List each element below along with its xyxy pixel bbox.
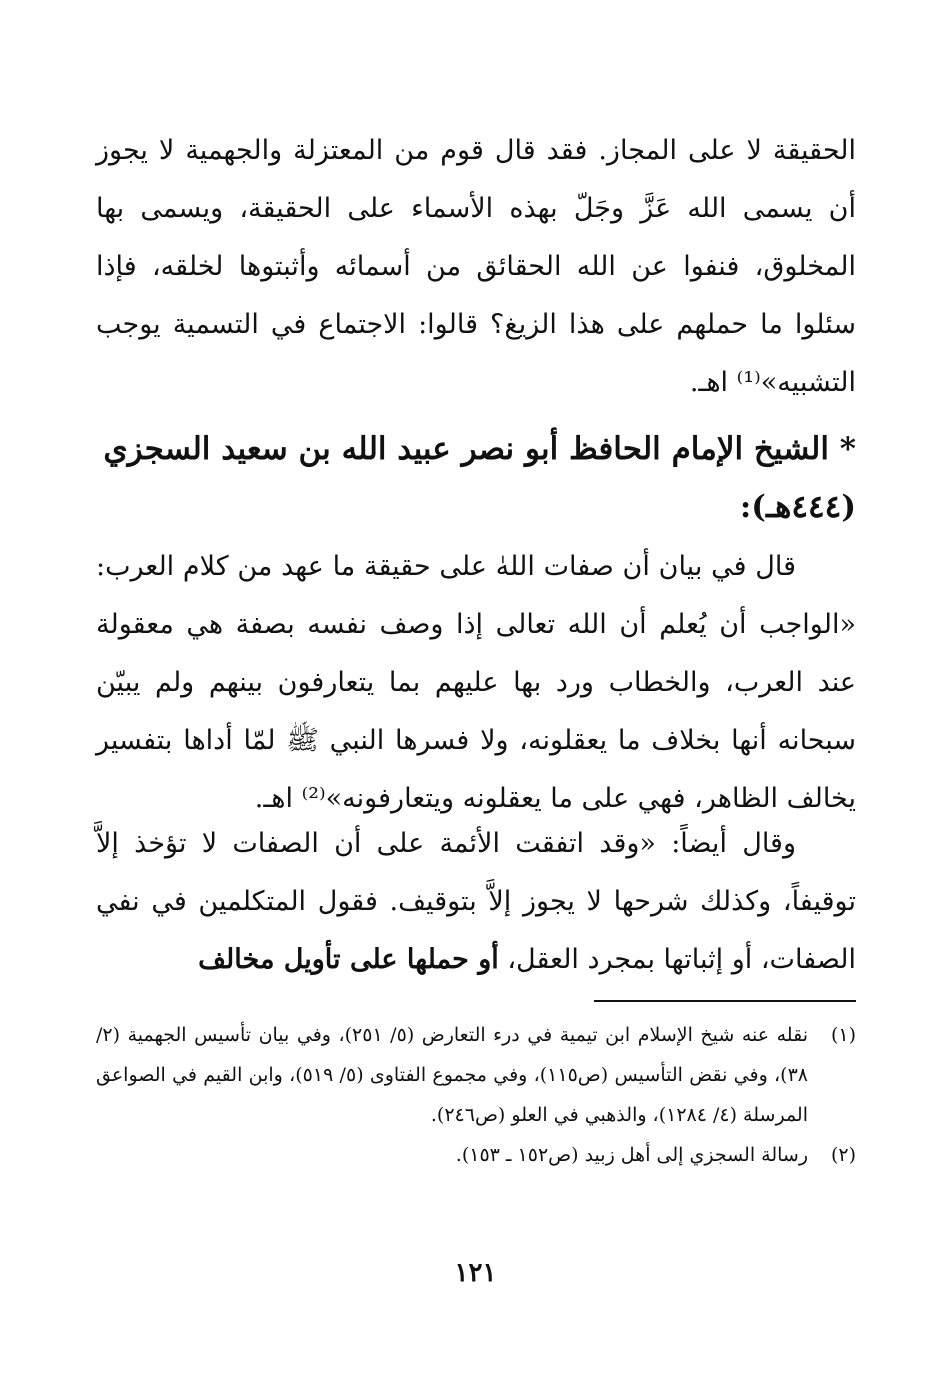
body-paragraph-1: الحقيقة لا على المجاز. فقد قال قوم من المعتزلة والجهمية لا يجوز أن يسمى الله عَزَّ وجَلّ بهذه الأسماء على الحقيقة، ويسمى بها المخلوق، فنفوا عن الله الحقائق من أسمائه وأثبتوها لخلقه، فإذا سئلوا ما حملهم على هذا الزيغ؟ قالوا: الاجتماع في التسمية يوجب التشبيه»⁽¹⁾ اهـ. [96,135,856,398]
page-number: ١٢١ [454,1258,497,1288]
footnote-text: رسالة السجزي إلى أهل زبيد (ص١٥٢ ـ ١٥٣). [455,1144,808,1166]
section-heading: * الشيخ الإمام الحافظ أبو نصر عبيد الله بن سعيد السجزي (٤٤٤هـ): [103,431,856,525]
footnote-number: (١) [830,1024,856,1046]
footnote-number: (٢) [830,1144,856,1166]
footnotes [96,1015,856,1175]
footnote-2 [96,1135,856,1175]
body-paragraph-3 [96,815,856,989]
body-paragraph-2: قال في بيان أن صفات اللهٰ على حقيقة ما عهد من كلام العرب: «الواجب أن يُعلم أن الله تعالى إذا وصف نفسه بصفة هي معقولة عند العرب، والخطاب ورد بها عليهم بما يتعارفون بينهم ولم يبيّن سبحانه أنها بخلاف ما يعقلونه، ولا فسرها النبي ﷺ لمّا أداها بتفسير يخالف الظاهر، فهي على ما يعقلونه ويتعارفونه»⁽²⁾ اهـ. [96,551,856,814]
footnote-separator [594,1000,856,1002]
paragraph-3-text: وقال أيضاً: «وقد اتفقت الأئمة على أن الصفات لا تؤخذ إلاَّ توقيفاً، وكذلك شرحها لا يجوز إلاَّ بتوقيف. فقول المتكلمين في نفي الصفات، أو إثباتها بمجرد العقل، [96,828,856,975]
footnote-text: نقله عنه شيخ الإسلام ابن تيمية في درء التعارض (٥/ ٢٥١)، وفي بيان تأسيس الجهمية (٢/ ٣٨)، وفي نقض التأسيس (ص١١٥)، وفي مجموع الفتاوى (٥/ ٥١٩)، وابن القيم في الصواعق المرسلة (٤/ ١٢٨٤)، والذهبي في العلو (ص٢٤٦). [96,1024,808,1126]
paragraph-3-bold-text: أو حملها على تأويل مخالف [198,944,499,975]
footnote-1 [96,1015,856,1135]
